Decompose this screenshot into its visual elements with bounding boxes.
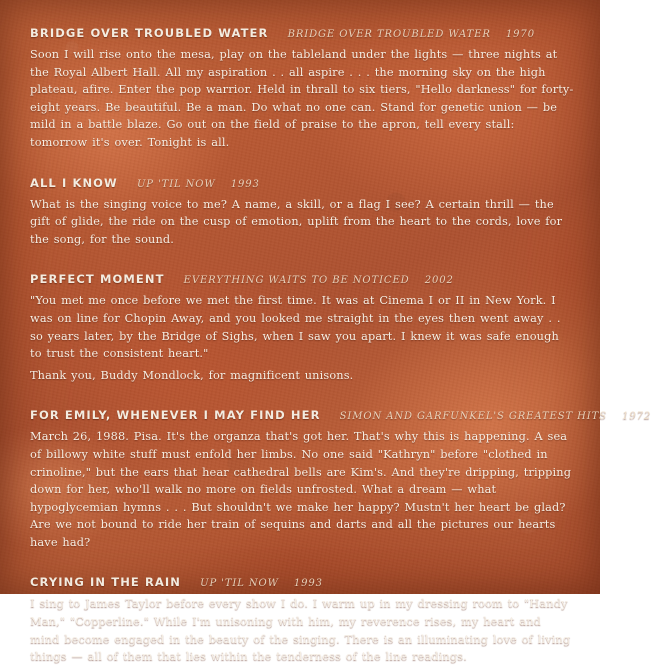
track-entry (30, 571, 574, 665)
track-source-year: 1993 (230, 178, 260, 190)
track-note-text: What is the singing voice to me? A name, a skill, or a flag I see? A certain thrill — the gift of glide, the ride on the cusp of emotion, uplift from the heart to the cords, love for the song, for the sound. (30, 197, 563, 246)
track-heading (30, 172, 574, 191)
track-note-thanks: Thank you, Buddy Mondlock, for magnificent unisons. (30, 368, 354, 382)
track-source-album: BRIDGE OVER TROUBLED WATER (287, 29, 491, 40)
track-source-year: 1993 (293, 578, 323, 590)
track-note-text: "You met me once before we met the first time. It was at Cinema I or II in New York. I was on line for Chopin Away, and you looked me straight in the eyes then went away . . so years later, by the Bridge of Sighs, when I saw you apart. I knew it was safe enough to trust the consistent heart." (30, 294, 561, 361)
track-title: ALL I KNOW (30, 175, 118, 190)
track-title: PERFECT MOMENT (30, 272, 165, 287)
track-source-album: EVERYTHING WAITS TO BE NOTICED (183, 275, 410, 287)
track-title: BRIDGE OVER TROUBLED WATER (30, 26, 269, 40)
liner-notes-content (30, 22, 651, 666)
track-note-text: March 26, 1988. Pisa. It's the organza that's got her. That's why this is happening. A sea of billowy white stuff must enfold her limbs. No one said "Kathryn" before "clothed in crinoline," but the ears that hear cathedral bells are Kim's. And they're dripping, tripping down for her, who'll walk no more on fields unfrosted. What a dream — what hypoglycemian hymns . . . But shouldn't we make her happy? Mustn't her heart be glad? Are we not bound to ride her train of sequins and darts and all the pictures our hearts have had? (30, 430, 572, 549)
track-source-album: SIMON AND GARFUNKEL'S GREATEST HITS (339, 411, 607, 423)
track-source-album: UP 'TIL NOW (136, 178, 216, 190)
track-entry (30, 172, 574, 249)
track-title: CRYING IN THE RAIN (30, 575, 182, 590)
track-note-text: I sing to James Taylor before every show I do. I warm up in my dressing room to "Handy Man," "Copperline." While I'm unisoning with him, my reverence rises, my heart and mind become engaged in the beauty of the singing. There is an illuminating love of living things — all of them that lies within the tenderness of the line readings. (30, 597, 571, 664)
track-source-year: 1970 (505, 29, 535, 40)
track-note-text: Soon I will rise onto the mesa, play on the tableland under the lights — three nights at the Royal Albert Hall. All my aspiration . . all aspire . . . the morning sky on the high plateau, afire. Enter the pop warrior. Held in thrall to six tiers, "Hello darkness" for forty-eight years. Be beautiful. Be a man. Do what no one can. Stand for genetic union — be mild in a battle blaze. Go out on the field of praise to the apron, tell every stall: tomorrow it's over. Tonight is all. (30, 48, 574, 149)
track-heading (30, 404, 651, 423)
track-source-year: 2002 (424, 275, 454, 287)
track-source-album: UP 'TIL NOW (200, 578, 279, 590)
track-title: FOR EMILY, WHENEVER I MAY FIND HER (30, 408, 321, 423)
track-heading (30, 571, 574, 590)
track-source-year: 1972 (622, 411, 651, 423)
track-entry (30, 268, 574, 384)
track-heading (30, 22, 574, 41)
track-heading (30, 268, 574, 287)
track-entry (30, 404, 651, 551)
track-entry (30, 22, 574, 152)
